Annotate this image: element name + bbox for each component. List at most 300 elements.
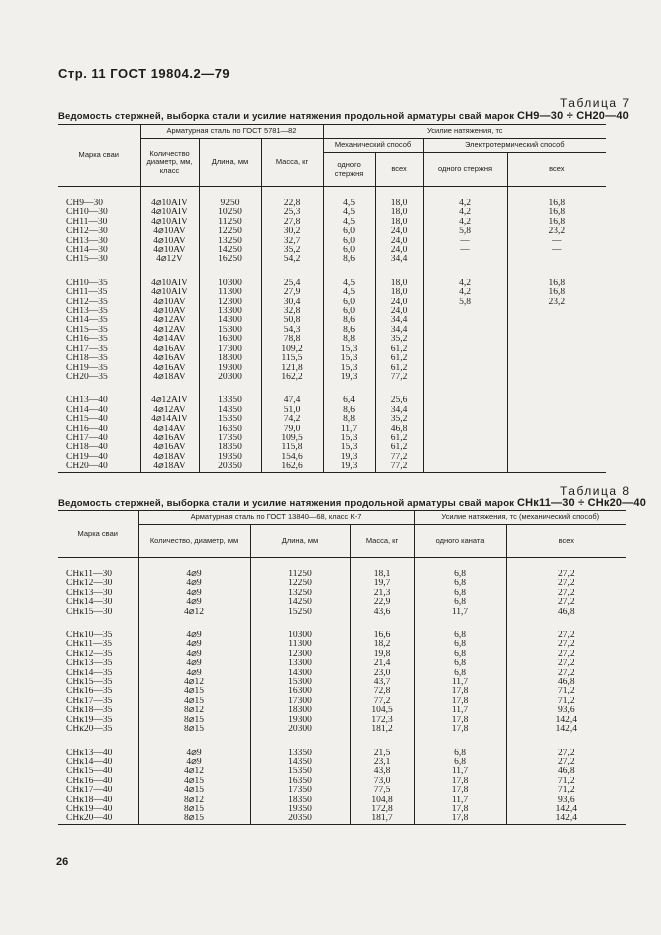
t7-cell: 4⌀10AIV bbox=[140, 218, 199, 227]
spacer-cell bbox=[375, 265, 423, 279]
spacer-cell bbox=[506, 735, 626, 749]
t8-cell: 4⌀9 bbox=[138, 650, 250, 659]
t7-cell: 12300 bbox=[199, 298, 261, 307]
t7-cell: СН11—35 bbox=[58, 288, 140, 297]
t8-cell: 104,8 bbox=[350, 796, 414, 805]
t7-cell: 46,8 bbox=[375, 425, 423, 434]
t7-cell: 4⌀12AV bbox=[140, 406, 199, 415]
table7-title-marks: СН9—30 ÷ СН20—40 bbox=[517, 110, 629, 122]
t7-cell: 4⌀16AV bbox=[140, 345, 199, 354]
t8-cell: 20350 bbox=[250, 814, 350, 824]
table7-title bbox=[58, 110, 629, 122]
t7-cell: СН19—40 bbox=[58, 453, 140, 462]
t7-cell: 18,0 bbox=[375, 288, 423, 297]
spacer-cell bbox=[423, 382, 507, 396]
t7-h-force: Усилие натяжения, тс bbox=[323, 125, 606, 139]
t7-cell: 35,2 bbox=[375, 415, 423, 424]
t7-cell: 4,2 bbox=[423, 279, 507, 288]
table8-label: Таблица 8 bbox=[560, 484, 631, 498]
t8-cell: 142,4 bbox=[555, 725, 577, 735]
t8-cell: 6,8 bbox=[414, 570, 506, 579]
t7-cell: 35,2 bbox=[375, 335, 423, 344]
table-row bbox=[58, 462, 606, 472]
t7-cell: 4⌀16AV bbox=[140, 364, 199, 373]
table-row bbox=[58, 246, 606, 255]
t8-cell: 27,2 bbox=[557, 579, 575, 589]
t8-cell: 8⌀15 bbox=[138, 805, 250, 814]
t7-cell: СН15—40 bbox=[58, 415, 140, 424]
t7-cell: 61,2 bbox=[375, 434, 423, 443]
t7-cell: 23,2 bbox=[548, 297, 566, 307]
t7-cell: 50,8 bbox=[261, 316, 323, 325]
t7-cell: — bbox=[423, 237, 507, 246]
t7-cell: 6,0 bbox=[323, 227, 375, 236]
t7-h-mark: Марка сваи bbox=[58, 125, 140, 187]
t8-cell: 18,2 bbox=[350, 640, 414, 649]
table-row bbox=[58, 570, 626, 579]
table-row bbox=[58, 335, 606, 344]
spacer-cell bbox=[350, 735, 414, 749]
t7-cell bbox=[423, 354, 507, 363]
t8-cell: 27,2 bbox=[557, 649, 575, 659]
t7-cell: — bbox=[552, 236, 562, 246]
t8-cell: 19350 bbox=[250, 805, 350, 814]
spacer-cell bbox=[261, 382, 323, 396]
table-row bbox=[58, 579, 626, 588]
table7-body bbox=[58, 187, 606, 473]
t7-cell: 77,2 bbox=[375, 373, 423, 382]
t8-cell: 4⌀15 bbox=[138, 687, 250, 696]
spacer-cell bbox=[350, 558, 414, 571]
t7-cell: 4⌀12AIV bbox=[140, 396, 199, 405]
table-row bbox=[58, 434, 606, 443]
t7-cell: 11,7 bbox=[323, 425, 375, 434]
t8-cell: 18350 bbox=[250, 796, 350, 805]
t7-cell: СН20—40 bbox=[58, 462, 140, 472]
t7-cell: 8,8 bbox=[323, 335, 375, 344]
t7-cell: СН16—35 bbox=[58, 335, 140, 344]
t7-cell: 5,8 bbox=[423, 298, 507, 307]
t7-cell: 54,2 bbox=[261, 255, 323, 264]
t7-cell: 27,9 bbox=[261, 288, 323, 297]
t8-cell: СНк14—30 bbox=[58, 598, 138, 607]
t7-cell: 4,5 bbox=[323, 218, 375, 227]
table-row bbox=[58, 631, 626, 640]
t7-cell: 162,6 bbox=[261, 462, 323, 472]
t7-cell: 4⌀10AV bbox=[140, 227, 199, 236]
t8-cell: 14300 bbox=[250, 669, 350, 678]
t7-cell: СН20—35 bbox=[58, 373, 140, 382]
t8-cell: 93,6 bbox=[557, 706, 575, 716]
t8-cell: СНк12—30 bbox=[58, 579, 138, 588]
t7-cell: 47,4 bbox=[261, 396, 323, 405]
spacer-cell bbox=[199, 265, 261, 279]
t7-cell: СН15—35 bbox=[58, 326, 140, 335]
t7-cell: 8,6 bbox=[323, 326, 375, 335]
t8-cell: 27,2 bbox=[557, 668, 575, 678]
t7-cell: СН18—35 bbox=[58, 354, 140, 363]
t8-cell: 23,1 bbox=[350, 758, 414, 767]
table-row bbox=[58, 354, 606, 363]
t8-cell: 4⌀9 bbox=[138, 749, 250, 758]
t7-cell: 15,3 bbox=[323, 434, 375, 443]
t8-cell: 43,7 bbox=[350, 678, 414, 687]
t8-cell: 8⌀15 bbox=[138, 814, 250, 824]
t7-cell: 61,2 bbox=[375, 364, 423, 373]
t8-cell: 71,2 bbox=[557, 696, 575, 706]
t8-h-count: Количество, диаметр, мм bbox=[138, 525, 250, 558]
spacer-cell bbox=[250, 735, 350, 749]
spacer-cell bbox=[507, 382, 606, 396]
t7-cell: 13350 bbox=[199, 396, 261, 405]
t7-cell: 54,3 bbox=[261, 326, 323, 335]
t8-cell: 11,7 bbox=[414, 608, 506, 617]
table-row bbox=[58, 396, 606, 405]
t8-h-all: всех bbox=[506, 525, 626, 558]
t8-cell: СНк20—40 bbox=[58, 814, 138, 824]
spacer-cell bbox=[375, 382, 423, 396]
t7-cell: 12250 bbox=[199, 227, 261, 236]
t7-cell: СН14—40 bbox=[58, 406, 140, 415]
t7-cell: СН14—30 bbox=[58, 246, 140, 255]
t7-cell: 19300 bbox=[199, 364, 261, 373]
t7-cell: 4⌀12V bbox=[140, 255, 199, 264]
group-spacer bbox=[58, 558, 626, 571]
table-row bbox=[58, 796, 626, 805]
t8-cell: 73,0 bbox=[350, 777, 414, 786]
t7-cell: 10250 bbox=[199, 208, 261, 217]
t8-cell: СНк19—35 bbox=[58, 716, 138, 725]
t8-cell: 93,6 bbox=[557, 795, 575, 805]
t8-cell: 27,2 bbox=[557, 631, 575, 641]
table7-label: Таблица 7 bbox=[560, 96, 631, 110]
table-row bbox=[58, 415, 606, 424]
t7-cell: 24,0 bbox=[375, 227, 423, 236]
t7-cell: 4⌀16AV bbox=[140, 354, 199, 363]
t7-cell: 8,6 bbox=[323, 316, 375, 325]
t8-cell: 6,8 bbox=[414, 579, 506, 588]
t8-cell: 4⌀12 bbox=[138, 608, 250, 617]
table-row bbox=[58, 716, 626, 725]
t7-cell: 4⌀10AIV bbox=[140, 288, 199, 297]
t7-cell: 5,8 bbox=[423, 227, 507, 236]
t7-cell: 10300 bbox=[199, 279, 261, 288]
t7-cell: 32,7 bbox=[261, 237, 323, 246]
t7-cell: 109,2 bbox=[261, 345, 323, 354]
table-row bbox=[58, 758, 626, 767]
t7-cell: 77,2 bbox=[375, 462, 423, 472]
page-header: Стр. 11 ГОСТ 19804.2—79 bbox=[58, 66, 231, 81]
table-row bbox=[58, 767, 626, 776]
t7-cell bbox=[507, 443, 606, 452]
t7-cell bbox=[423, 396, 507, 405]
t7-cell: 4⌀16AV bbox=[140, 443, 199, 452]
t8-cell: 6,8 bbox=[414, 758, 506, 767]
t7-cell: 121,8 bbox=[261, 364, 323, 373]
t8-cell: 4⌀9 bbox=[138, 589, 250, 598]
t7-cell: 6,0 bbox=[323, 237, 375, 246]
t7-cell: 15,3 bbox=[323, 354, 375, 363]
spacer-cell bbox=[375, 187, 423, 200]
t7-cell: 18,0 bbox=[375, 218, 423, 227]
t7-cell: 4⌀14AV bbox=[140, 425, 199, 434]
t8-cell: 4⌀15 bbox=[138, 777, 250, 786]
t7-cell bbox=[423, 434, 507, 443]
t8-cell: СНк18—40 bbox=[58, 796, 138, 805]
table-row bbox=[58, 640, 626, 649]
t7-cell: 18300 bbox=[199, 354, 261, 363]
spacer-cell bbox=[507, 187, 606, 200]
t8-cell: 17350 bbox=[250, 786, 350, 795]
t7-cell bbox=[507, 335, 606, 344]
table8-body bbox=[58, 558, 626, 825]
t8-cell: 4⌀9 bbox=[138, 579, 250, 588]
table-row bbox=[58, 687, 626, 696]
table-row bbox=[58, 373, 606, 382]
table-row bbox=[58, 786, 626, 795]
t7-cell: 34,4 bbox=[375, 406, 423, 415]
t7-cell bbox=[507, 373, 606, 382]
t7-cell bbox=[507, 354, 606, 363]
t7-cell: 23,2 bbox=[548, 227, 566, 237]
table7-title-text: Ведомость стержней, выборка стали и усилие натяжения продольной арматуры свай марок bbox=[58, 111, 515, 122]
t8-cell: 4⌀9 bbox=[138, 598, 250, 607]
t7-cell: СН19—35 bbox=[58, 364, 140, 373]
table-row bbox=[58, 669, 626, 678]
t7-cell: 19350 bbox=[199, 453, 261, 462]
spacer-cell bbox=[58, 617, 138, 631]
t8-cell: 142,4 bbox=[555, 804, 577, 814]
t7-cell: 4⌀18AV bbox=[140, 462, 199, 472]
table-row bbox=[58, 678, 626, 687]
spacer-cell bbox=[140, 265, 199, 279]
t7-cell: 4⌀16AV bbox=[140, 434, 199, 443]
t7-cell: 25,3 bbox=[261, 208, 323, 217]
t7-cell bbox=[423, 443, 507, 452]
spacer-cell bbox=[506, 558, 626, 571]
t8-cell: 104,5 bbox=[350, 706, 414, 715]
t8-cell: 18,1 bbox=[350, 570, 414, 579]
t7-cell: 4⌀18AV bbox=[140, 453, 199, 462]
t8-cell: 71,2 bbox=[557, 786, 575, 796]
t8-cell: 17,8 bbox=[414, 687, 506, 696]
spacer-cell bbox=[423, 265, 507, 279]
table-row bbox=[58, 208, 606, 217]
t8-cell: 181,2 bbox=[350, 725, 414, 734]
t7-cell: СН13—40 bbox=[58, 396, 140, 405]
t7-cell: 9250 bbox=[199, 199, 261, 208]
t8-h-force: Усилие натяжения, тс (механический способ) bbox=[414, 511, 626, 525]
t7-cell: СН11—30 bbox=[58, 218, 140, 227]
t7-cell: 109,5 bbox=[261, 434, 323, 443]
t8-cell: 142,4 bbox=[506, 814, 626, 824]
t7-cell: 15300 bbox=[199, 326, 261, 335]
t8-cell: 43,6 bbox=[350, 608, 414, 617]
table-row bbox=[58, 725, 626, 734]
spacer-cell bbox=[250, 617, 350, 631]
t7-cell bbox=[507, 396, 606, 405]
table-row bbox=[58, 598, 626, 607]
t7-cell bbox=[507, 345, 606, 354]
spacer-cell bbox=[58, 382, 140, 396]
spacer-cell bbox=[138, 558, 250, 571]
t8-cell: СНк19—40 bbox=[58, 805, 138, 814]
table-row bbox=[58, 805, 626, 814]
spacer-cell bbox=[58, 558, 138, 571]
t7-cell: 4⌀14AIV bbox=[140, 415, 199, 424]
t7-cell bbox=[423, 307, 507, 316]
t7-h-one-e: одного стержня bbox=[423, 153, 507, 187]
t8-cell: 11250 bbox=[250, 570, 350, 579]
spacer-cell bbox=[58, 265, 140, 279]
table8-title-text: Ведомость стержней, выборка стали и усилие натяжения продольной арматуры свай марок bbox=[58, 498, 515, 509]
t8-cell: 4⌀9 bbox=[138, 758, 250, 767]
t7-h-rebar: Арматурная сталь по ГОСТ 5781—82 bbox=[140, 125, 323, 139]
group-spacer bbox=[58, 735, 626, 749]
t8-cell: 12300 bbox=[250, 650, 350, 659]
t8-cell: 6,8 bbox=[414, 640, 506, 649]
t8-cell: 8⌀12 bbox=[138, 796, 250, 805]
t8-cell: 13250 bbox=[250, 589, 350, 598]
t8-cell: 8⌀15 bbox=[138, 716, 250, 725]
spacer-cell bbox=[414, 617, 506, 631]
table-row bbox=[58, 298, 606, 307]
table-row bbox=[58, 706, 626, 715]
t7-cell: 4⌀10AV bbox=[140, 307, 199, 316]
t8-cell: 14350 bbox=[250, 758, 350, 767]
t7-cell: 18,0 bbox=[375, 199, 423, 208]
t7-cell bbox=[507, 364, 606, 373]
t8-cell: 27,2 bbox=[557, 598, 575, 608]
t8-cell: 15250 bbox=[250, 608, 350, 617]
t7-cell: СН9—30 bbox=[58, 199, 140, 208]
t8-cell: СНк20—35 bbox=[58, 725, 138, 734]
t7-cell bbox=[507, 462, 606, 472]
t7-cell bbox=[423, 364, 507, 373]
t7-cell: 19,3 bbox=[323, 462, 375, 472]
t7-cell: 16250 bbox=[199, 255, 261, 264]
table-row bbox=[58, 589, 626, 598]
t8-cell: 46,8 bbox=[557, 607, 575, 617]
t7-cell: 74,2 bbox=[261, 415, 323, 424]
spacer-cell bbox=[140, 187, 199, 200]
t8-cell: 11300 bbox=[250, 640, 350, 649]
table-row bbox=[58, 218, 606, 227]
t7-cell: 79,0 bbox=[261, 425, 323, 434]
t7-cell: 4⌀14AV bbox=[140, 335, 199, 344]
t8-cell: 11,7 bbox=[414, 706, 506, 715]
t7-cell: СН10—35 bbox=[58, 279, 140, 288]
t8-cell: 10300 bbox=[250, 631, 350, 640]
t7-h-electro: Электротермический способ bbox=[423, 139, 606, 153]
t8-cell: 20300 bbox=[250, 725, 350, 734]
t7-cell: 4,2 bbox=[423, 218, 507, 227]
t7-h-mass: Масса, кг bbox=[261, 139, 323, 187]
table-row bbox=[58, 316, 606, 325]
t7-cell bbox=[423, 373, 507, 382]
table-row bbox=[58, 406, 606, 415]
t8-cell: 16300 bbox=[250, 687, 350, 696]
t8-cell: СНк15—40 bbox=[58, 767, 138, 776]
t7-cell: 24,0 bbox=[375, 237, 423, 246]
t7-cell: СН17—40 bbox=[58, 434, 140, 443]
t7-cell: 24,0 bbox=[375, 246, 423, 255]
t7-cell: СН14—35 bbox=[58, 316, 140, 325]
t7-cell bbox=[423, 406, 507, 415]
spacer-cell bbox=[323, 187, 375, 200]
t8-cell: 6,8 bbox=[414, 650, 506, 659]
t7-cell: 4⌀12AV bbox=[140, 316, 199, 325]
t8-cell: 17,8 bbox=[414, 725, 506, 734]
t7-cell bbox=[423, 316, 507, 325]
spacer-cell bbox=[350, 617, 414, 631]
page-number: 26 bbox=[56, 856, 69, 868]
t8-cell: 27,2 bbox=[557, 748, 575, 758]
t8-cell: 11,7 bbox=[414, 796, 506, 805]
t7-cell: 4⌀10AIV bbox=[140, 208, 199, 217]
t8-cell: 4⌀9 bbox=[138, 631, 250, 640]
t7-cell: 13250 bbox=[199, 237, 261, 246]
t7-cell: СН10—30 bbox=[58, 208, 140, 217]
t7-cell: 4,5 bbox=[323, 288, 375, 297]
spacer-cell bbox=[140, 382, 199, 396]
t8-cell: 6,8 bbox=[414, 631, 506, 640]
t8-cell: 72,8 bbox=[350, 687, 414, 696]
t7-cell: 4,2 bbox=[423, 208, 507, 217]
group-spacer bbox=[58, 265, 606, 279]
t8-cell: 16,6 bbox=[350, 631, 414, 640]
t8-cell: СНк15—30 bbox=[58, 608, 138, 617]
t7-cell: 4⌀10AV bbox=[140, 246, 199, 255]
t7-cell: СН13—35 bbox=[58, 307, 140, 316]
t7-cell bbox=[507, 434, 606, 443]
spacer-cell bbox=[506, 617, 626, 631]
t8-cell: СНк13—35 bbox=[58, 659, 138, 668]
t8-cell: 6,8 bbox=[414, 589, 506, 598]
t8-cell: 11,7 bbox=[414, 678, 506, 687]
t7-cell: 17350 bbox=[199, 434, 261, 443]
t7-cell: 30,2 bbox=[261, 227, 323, 236]
t8-cell: 18300 bbox=[250, 706, 350, 715]
t7-cell: 115,5 bbox=[261, 354, 323, 363]
t8-cell: 4⌀9 bbox=[138, 640, 250, 649]
t7-cell: 4,2 bbox=[423, 288, 507, 297]
t8-cell: 71,2 bbox=[557, 687, 575, 697]
t8-cell: СНк17—35 bbox=[58, 697, 138, 706]
t8-cell: 17,8 bbox=[414, 805, 506, 814]
t7-cell: 18,0 bbox=[375, 208, 423, 217]
spacer-cell bbox=[261, 265, 323, 279]
t7-cell: 16,8 bbox=[548, 208, 566, 218]
t8-cell: 15350 bbox=[250, 767, 350, 776]
t7-cell: — bbox=[552, 246, 562, 256]
t8-cell: СНк17—40 bbox=[58, 786, 138, 795]
t7-cell: 34,4 bbox=[375, 255, 423, 264]
t7-cell: 4⌀10AV bbox=[140, 237, 199, 246]
table-row bbox=[58, 443, 606, 452]
t8-cell: 23,0 bbox=[350, 669, 414, 678]
t8-cell: СНк11—35 bbox=[58, 640, 138, 649]
t7-cell: 18,0 bbox=[375, 279, 423, 288]
t7-cell: 8,6 bbox=[323, 255, 375, 264]
spacer-cell bbox=[323, 265, 375, 279]
t8-h-mass: Масса, кг bbox=[350, 525, 414, 558]
t7-cell: 17300 bbox=[199, 345, 261, 354]
t7-cell: 24,0 bbox=[375, 298, 423, 307]
t8-cell: СНк13—30 bbox=[58, 589, 138, 598]
t7-cell: 35,2 bbox=[261, 246, 323, 255]
t7-cell: 20350 bbox=[199, 462, 261, 472]
